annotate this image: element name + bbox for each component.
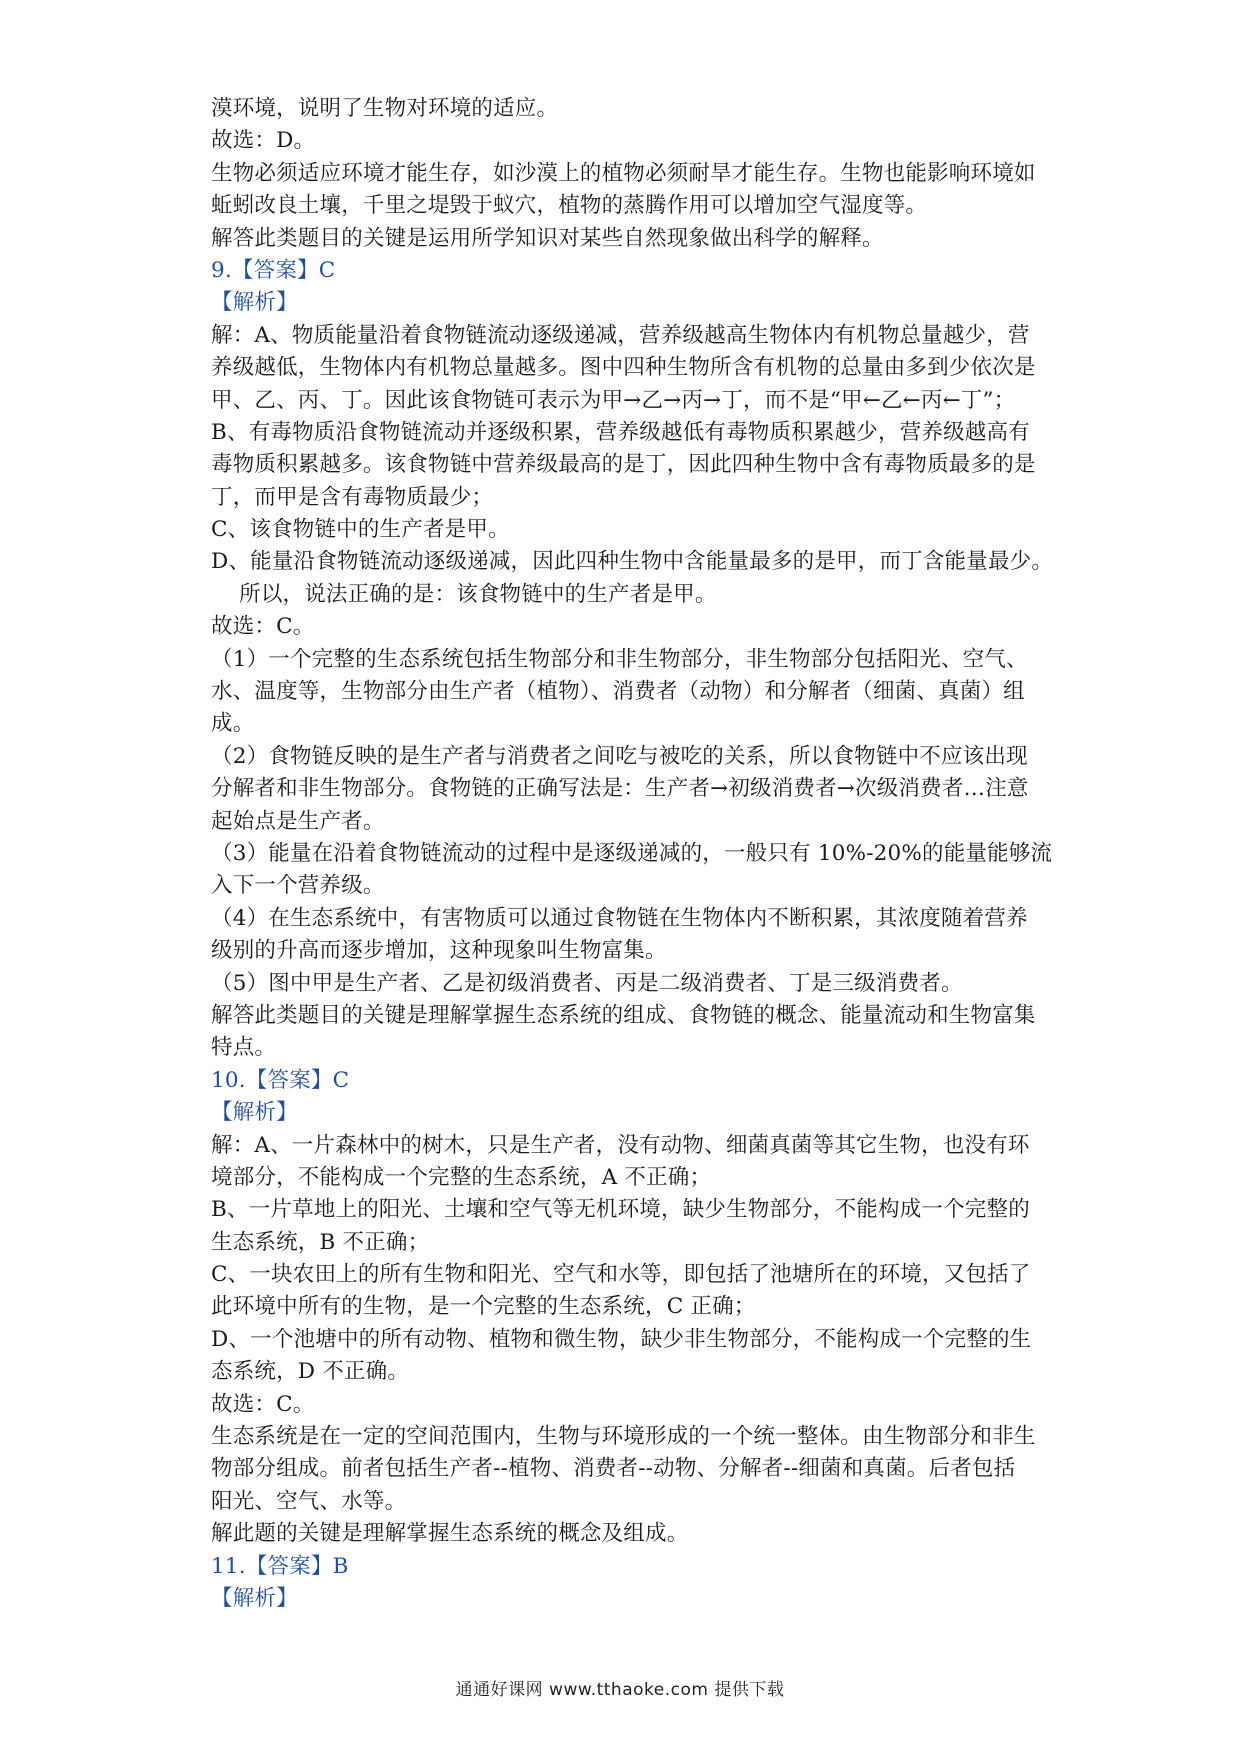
text-line: 成。 — [211, 711, 255, 737]
text-line: 生态系统是在一定的空间范围内，生物与环境形成的一个统一整体。由生物部分和非生 — [211, 1424, 1036, 1450]
text-line: D、一个池塘中的所有动物、植物和微生物，缺少非生物部分，不能构成一个完整的生 — [211, 1326, 1032, 1352]
text-line: 此环境中所有的生物，是一个完整的生态系统，C 正确； — [211, 1294, 756, 1320]
text-line: 生态系统，B 不正确； — [211, 1229, 430, 1255]
text-line: （2）食物链反映的是生产者与消费者之间吃与被吃的关系，所以食物链中不应该出现 — [211, 743, 1028, 769]
text-line: C、该食物链中的生产者是甲。 — [211, 517, 510, 543]
text-line: （3）能量在沿着食物链流动的过程中是逐级递减的，一般只有 10%-20%的能量能够流 — [211, 840, 1053, 866]
text-line: 态系统，D 不正确。 — [211, 1359, 410, 1385]
text-line: （1）一个完整的生态系统包括生物部分和非生物部分，非生物部分包括阳光、空气、 — [211, 646, 1028, 672]
text-line: 级别的升高而逐步增加，这种现象叫生物富集。 — [211, 938, 667, 964]
text-line: 毒物质积累越多。该食物链中营养级最高的是丁，因此四种生物中含有毒物质最多的是 — [211, 452, 1036, 478]
text-line: C、一块农田上的所有生物和阳光、空气和水等，即包括了池塘所在的环境，又包括了 — [211, 1262, 1031, 1288]
text-line: 生物必须适应环境才能生存，如沙漠上的植物必须耐旱才能生存。生物也能影响环境如 — [211, 160, 1036, 186]
text-line: 故选：D。 — [211, 128, 316, 154]
section-heading-line: 9.【答案】C — [211, 257, 336, 283]
text-line: 分解者和非生物部分。食物链的正确写法是：生产者→初级消费者→次级消费者…注意 — [211, 776, 1029, 802]
text-line: 解：A、物质能量沿着食物链流动逐级递减，营养级越高生物体内有机物总量越少，营 — [211, 322, 1030, 348]
text-line: B、一片草地上的阳光、土壤和空气等无机环境，缺少生物部分，不能构成一个完整的 — [211, 1197, 1030, 1223]
text-line: D、能量沿食物链流动逐级递减，因此四种生物中含能量最多的是甲，而丁含能量最少。 — [211, 549, 1054, 575]
text-line: 物部分组成。前者包括生产者--植物、消费者--动物、分解者--细菌和真菌。后者包括 — [211, 1456, 1016, 1482]
text-line: 起始点是生产者。 — [211, 808, 385, 834]
answer-explanation-text — [211, 93, 1054, 1615]
section-heading-line: 【解析】 — [211, 1100, 298, 1126]
page-footer: 通通好课网 www.tthaoke.com 提供下载 — [455, 1680, 785, 1700]
text-line: 养级越低，生物体内有机物总量越多。图中四种生物所含有机物的总量由多到少依次是 — [211, 355, 1036, 381]
text-line: 故选：C。 — [211, 614, 315, 640]
text-line: 解：A、一片森林中的树木，只是生产者，没有动物、细菌真菌等其它生物，也没有环 — [211, 1132, 1030, 1158]
text-line: 解答此类题目的关键是运用所学知识对某些自然现象做出科学的解释。 — [211, 225, 884, 251]
text-line: 解此题的关键是理解掌握生态系统的概念及组成。 — [211, 1521, 689, 1547]
text-line: 蚯蚓改良土壤，千里之堤毁于蚁穴，植物的蒸腾作用可以增加空气湿度等。 — [211, 193, 928, 219]
text-line: 特点。 — [211, 1035, 277, 1061]
text-line: 水、温度等，生物部分由生产者（植物）、消费者（动物）和分解者（细菌、真菌）组 — [211, 679, 1025, 705]
section-heading-line: 【解析】 — [211, 1585, 298, 1611]
text-line: 入下一个营养级。 — [211, 873, 385, 899]
text-line: （4）在生态系统中，有害物质可以通过食物链在生物体内不断积累，其浓度随着营养 — [211, 905, 1028, 931]
text-line: 境部分，不能构成一个完整的生态系统，A 不正确； — [211, 1164, 712, 1190]
text-line: 漠环境，说明了生物对环境的适应。 — [211, 96, 559, 121]
text-line: 故选：C。 — [211, 1391, 315, 1417]
section-heading-line: 10.【答案】C — [211, 1067, 350, 1093]
text-line: 解答此类题目的关键是理解掌握生态系统的组成、食物链的概念、能量流动和生物富集 — [211, 1002, 1036, 1028]
section-heading-line: 【解析】 — [211, 290, 298, 316]
text-line: 阳光、空气、水等。 — [211, 1488, 407, 1514]
section-heading-line: 11.【答案】B — [211, 1553, 349, 1579]
text-line: 丁，而甲是含有毒物质最少； — [211, 484, 494, 510]
text-line: （5）图中甲是生产者、乙是初级消费者、丙是二级消费者、丁是三级消费者。 — [211, 970, 963, 996]
text-line: 甲、乙、丙、丁。因此该食物链可表示为甲→乙→丙→丁，而不是“甲←乙←丙←丁”； — [211, 387, 1016, 413]
text-line: 所以，说法正确的是：该食物链中的生产者是甲。 — [211, 581, 717, 607]
text-line: B、有毒物质沿食物链流动并逐级积累，营养级越低有毒物质积累越少，营养级越高有 — [211, 419, 1030, 445]
